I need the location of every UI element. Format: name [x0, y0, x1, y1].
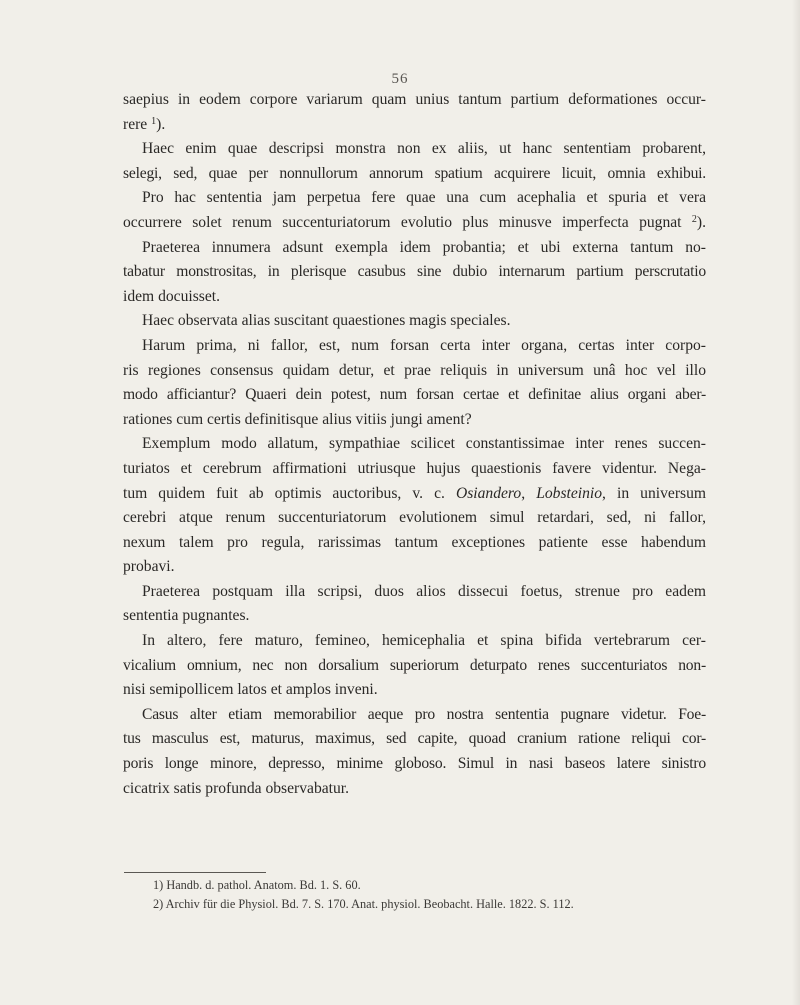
- text-line: Praeterea innumera adsunt exempla idem probantia; et ubi externa tantum no-: [142, 238, 706, 256]
- text-fragment: tum quidem fuit ab optimis auctoribus, v. c.: [123, 484, 445, 502]
- text-line: Haec observata alias suscitant quaestiones magis speciales.: [142, 312, 511, 330]
- text-fragment: rere: [123, 115, 148, 133]
- text-line: tabatur monstrositas, in plerisque casubus sine dubio internarum partium perscrutatio: [123, 263, 706, 281]
- text-fragment: ).: [696, 213, 706, 231]
- body-text: [123, 88, 706, 801]
- footnote-ref-2[interactable]: 2: [691, 213, 697, 225]
- footnote-divider: [124, 872, 266, 873]
- text-line: [123, 482, 706, 507]
- text-line: Harum prima, ni fallor, est, num forsan certa inter organa, certas inter corpo-: [142, 336, 706, 354]
- text-line: poris longe minore, depresso, minime globoso. Simul in nasi baseos latere sinistro: [123, 755, 706, 773]
- text-fragment: ).: [156, 115, 166, 133]
- text-line: cerebri atque renum succenturiatorum evolutionem simul retardari, sed, ni fallor,: [123, 509, 706, 527]
- footnote-2: 2) Archiv für die Physiol. Bd. 7. S. 170. Anat. physiol. Beobacht. Halle. 1822. S. 112.: [153, 897, 574, 911]
- text-line: [123, 113, 706, 138]
- text-line: sententia pugnantes.: [123, 607, 250, 625]
- text-line: saepius in eodem corpore variarum quam unius tantum partium deformationes occur-: [123, 91, 706, 108]
- author-name: Lobsteinio: [536, 484, 603, 502]
- page-edge-shadow: [792, 0, 800, 1005]
- text-line: Casus alter etiam memorabilior aeque pro nostra sententia pugnare videtur. Foe-: [142, 705, 706, 723]
- footnotes: [153, 876, 713, 914]
- text-fragment: ,: [521, 484, 526, 502]
- text-fragment: occurrere solet renum succenturiatorum evolutio plus minusve imperfecta pugnat: [123, 213, 682, 231]
- footnote-ref-1[interactable]: 1: [151, 115, 157, 127]
- text-line: [123, 211, 706, 236]
- text-line: tus masculus est, maturus, maximus, sed capite, quoad cranium ratione reliqui cor-: [123, 730, 706, 748]
- text-line: Exemplum modo allatum, sympathiae scilicet constantissimae inter renes succen-: [142, 435, 706, 453]
- text-line: selegi, sed, quae per nonnullorum annorum spatium acquirere licuit, omnia exhibui.: [123, 164, 706, 182]
- text-line: Praeterea postquam illa scripsi, duos alios dissecui foetus, strenue pro eadem: [142, 582, 706, 600]
- text-line: cicatrix satis profunda observabatur.: [123, 779, 350, 797]
- text-line: ris regiones consensus quidam detur, et prae reliquis in universum unâ hoc vel illo: [123, 361, 706, 379]
- footnote-1: 1) Handb. d. pathol. Anatom. Bd. 1. S. 60.: [153, 878, 361, 892]
- text-fragment: , in universum: [602, 484, 707, 502]
- text-line: modo afficiantur? Quaeri dein potest, num forsan certae et definitae alius organi aber-: [123, 386, 706, 404]
- text-line: In altero, fere maturo, femineo, hemicephalia et spina bifida vertebrarum cer-: [142, 632, 706, 650]
- text-line: Pro hac sententia jam perpetua fere quae una cum acephalia et spuria et vera: [142, 189, 706, 207]
- text-line: idem docuisset.: [123, 287, 221, 305]
- text-line: rationes cum certis definitisque alius vitiis jungi ament?: [123, 410, 472, 428]
- text-line: vicalium omnium, nec non dorsalium superiorum deturpato renes succenturiatos non-: [123, 656, 706, 674]
- text-line: turiatos et cerebrum affirmationi utriusque hujus quaestionis favere videntur. Nega-: [123, 459, 706, 477]
- text-line: nexum talem pro regula, rarissimas tantum exceptiones patiente esse habendum: [123, 533, 706, 551]
- text-line: Haec enim quae descripsi monstra non ex aliis, ut hanc sententiam probarent,: [142, 140, 706, 158]
- author-name: Osiandero: [455, 484, 522, 502]
- page-number: 56: [391, 71, 409, 87]
- text-line: nisi semipollicem latos et amplos inveni.: [123, 681, 378, 699]
- text-line: probavi.: [123, 558, 175, 576]
